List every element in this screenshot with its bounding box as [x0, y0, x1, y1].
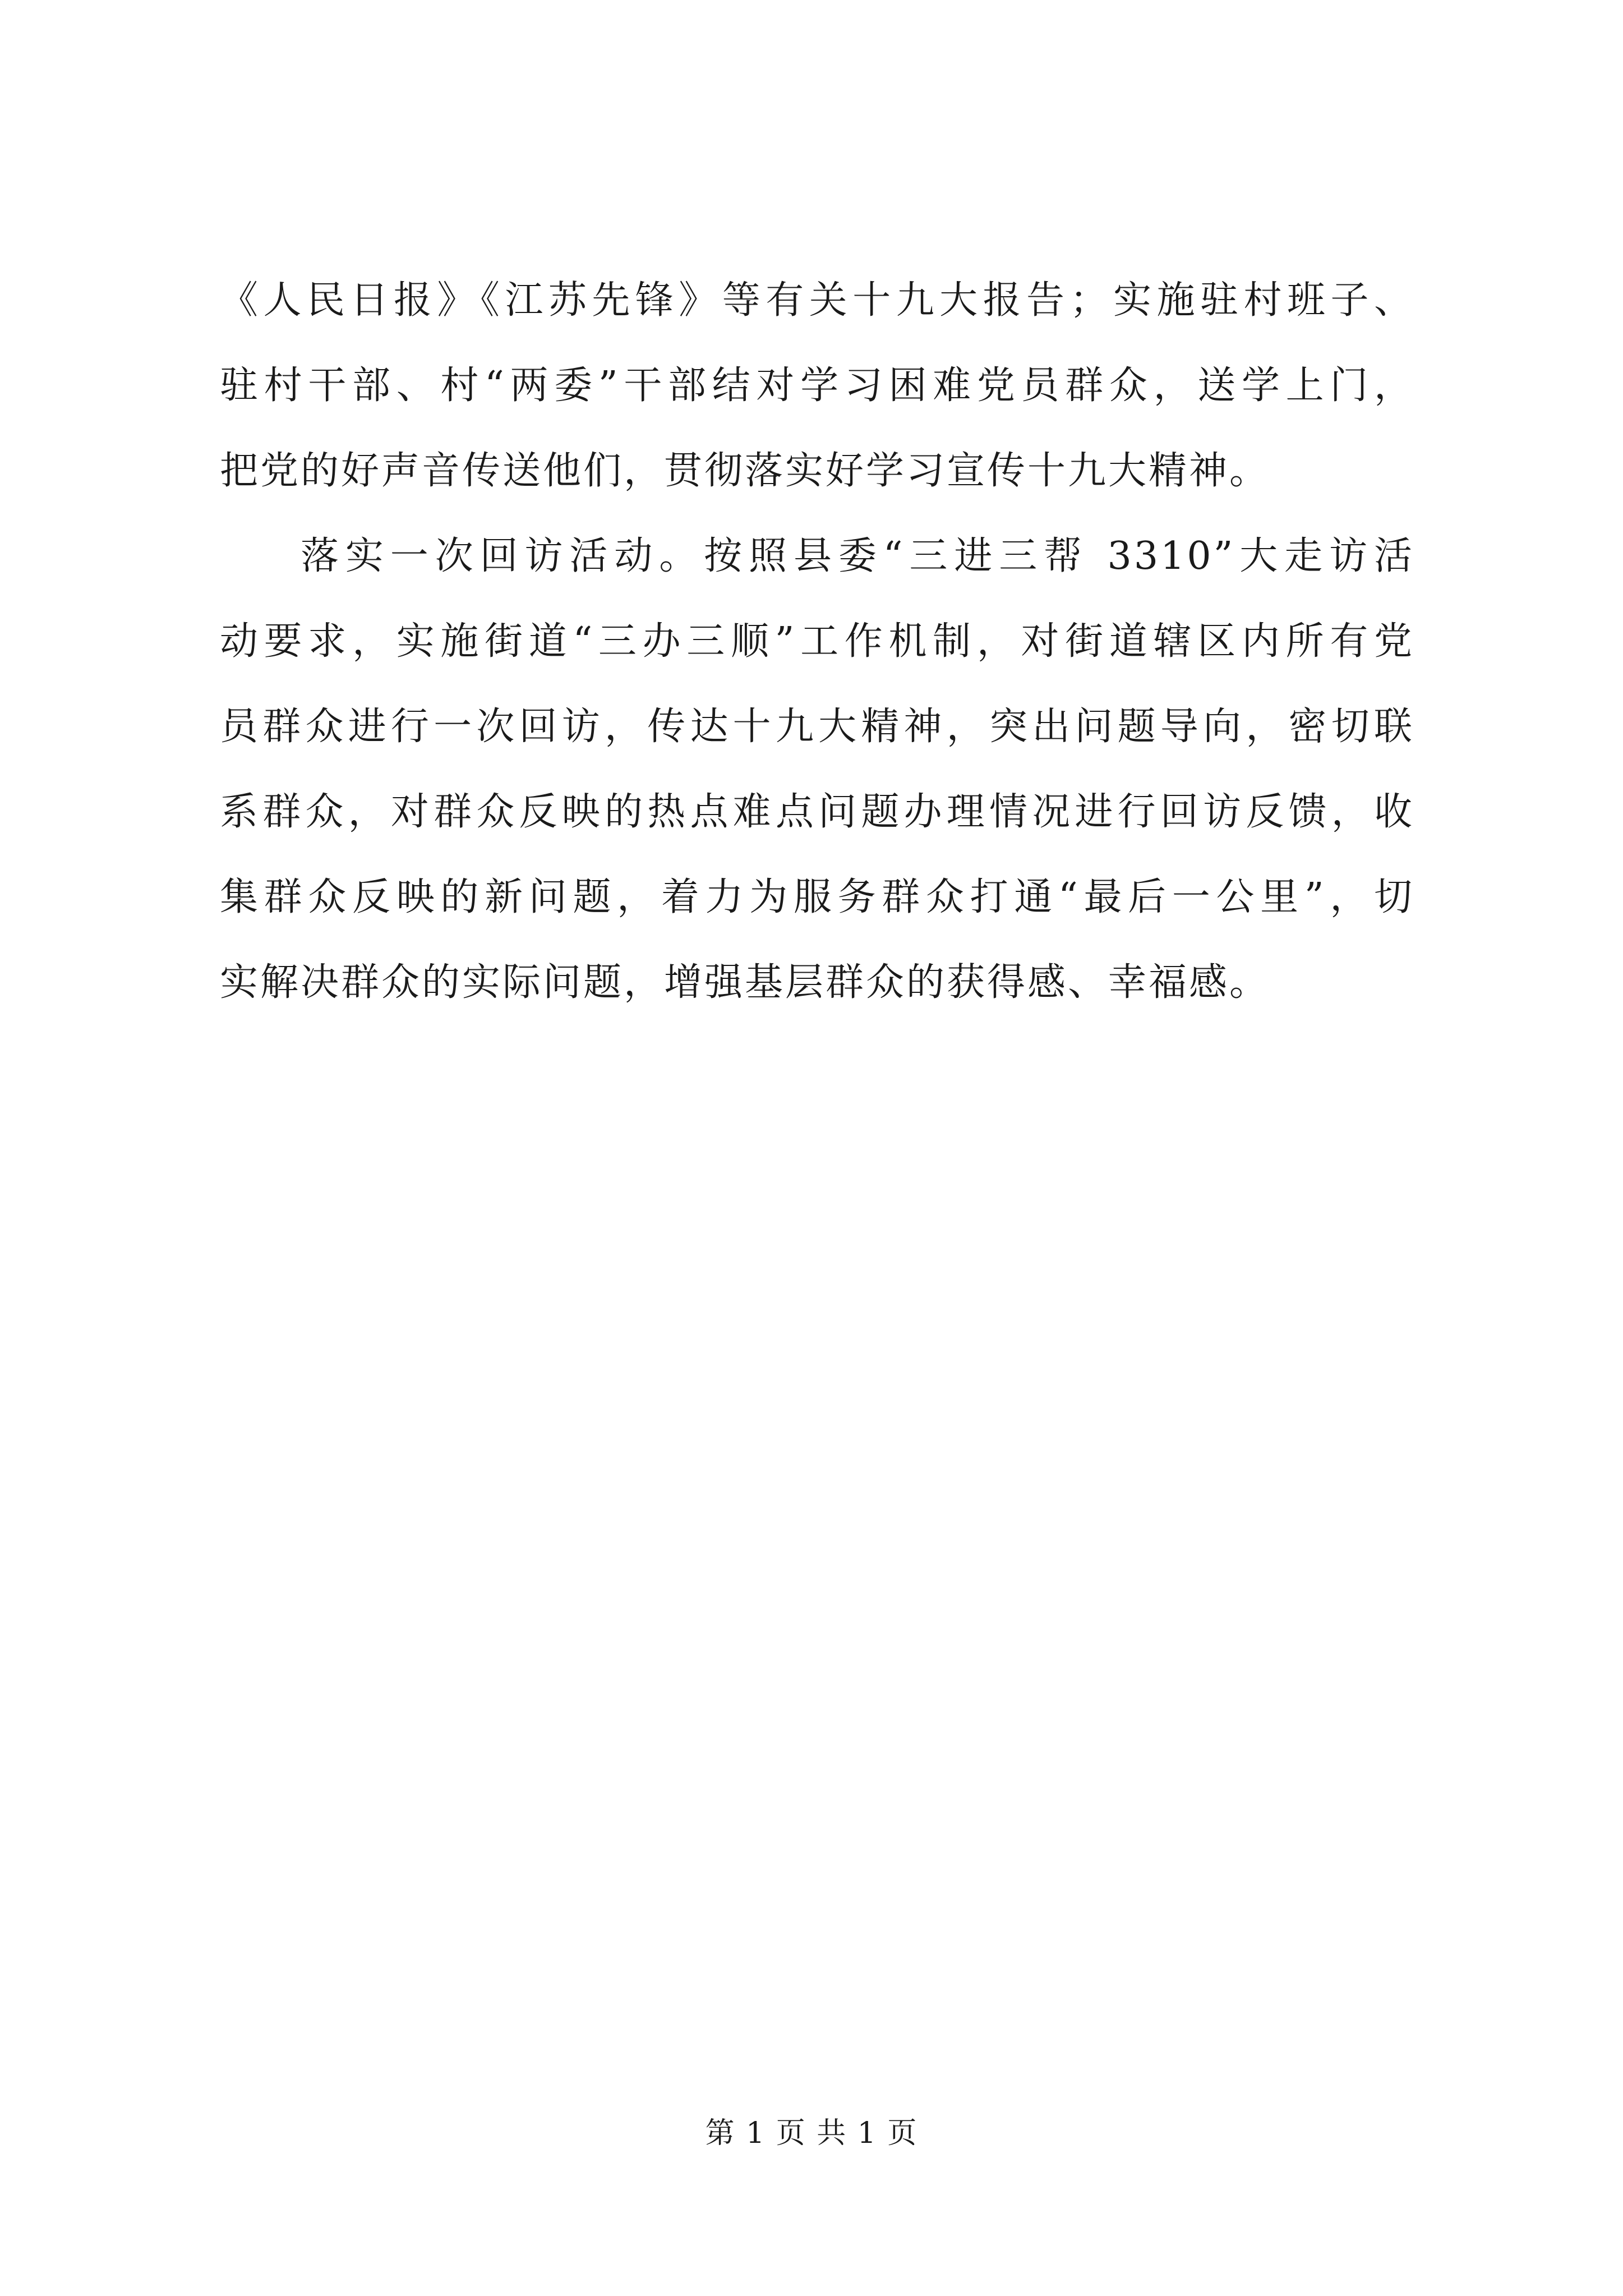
- page-footer: [0, 2109, 1623, 2151]
- paragraph-line: 系群众，对群众反映的热点难点问题办理情况进行回访反馈，收: [220, 790, 1414, 834]
- paragraph-2: [220, 514, 1414, 1025]
- paragraph-line: 把党的好声音传送他们，贯彻落实好学习宣传十九大精神。: [220, 449, 1270, 493]
- document-body: [220, 258, 1414, 1025]
- paragraph-line: 实解决群众的实际问题，增强基层群众的获得感、幸福感。: [220, 960, 1270, 1005]
- paragraph-line: 驻村干部、村“两委”干部结对学习困难党员群众，送学上门，: [220, 364, 1414, 408]
- paragraph-line: 落实一次回访活动。按照县委“三进三帮 3310”大走访活: [301, 534, 1414, 578]
- paragraph-line: 动要求，实施街道“三办三顺”工作机制，对街道辖区内所有党: [220, 619, 1414, 664]
- paragraph-line: 《人民日报》《江苏先锋》等有关十九大报告；实施驻村班子、: [220, 278, 1414, 323]
- paragraph-line: 集群众反映的新问题，着力为服务群众打通“最后一公里”，切: [220, 875, 1414, 919]
- page-number-label: 第 1 页 共 1 页: [705, 2116, 918, 2150]
- paragraph-line: 员群众进行一次回访，传达十九大精神，突出问题导向，密切联: [220, 705, 1414, 749]
- paragraph-1: [220, 258, 1414, 514]
